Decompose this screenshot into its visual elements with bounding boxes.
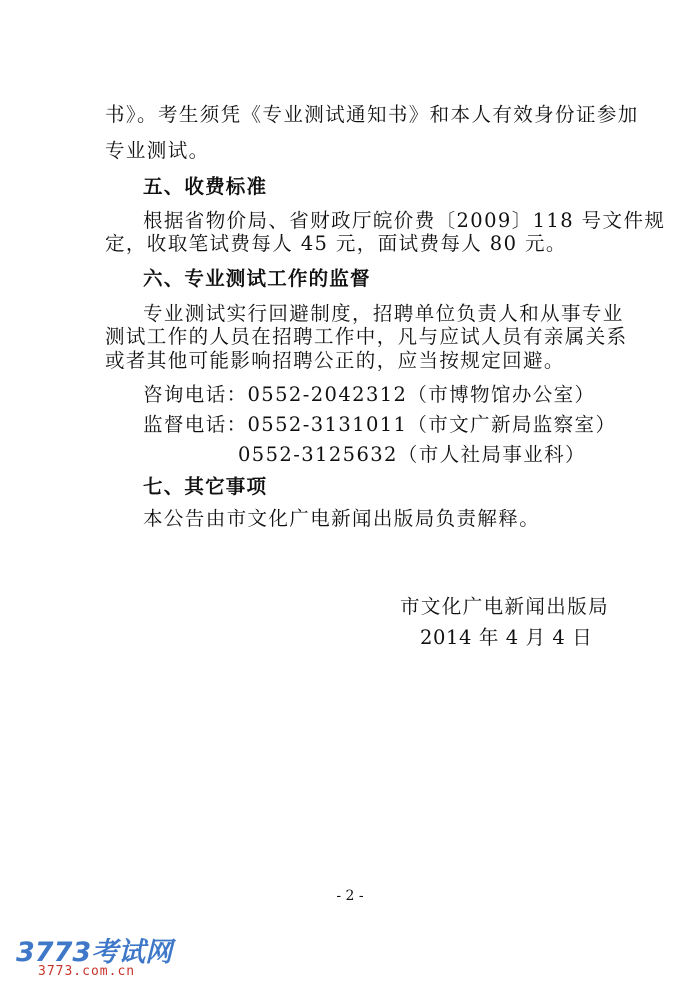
paragraph-line-9: 或者其他可能影响招聘公正的，应当按规定回避。 [105, 349, 565, 372]
paragraph-line-5: 定，收取笔试费每人 45 元，面试费每人 80 元。 [105, 232, 567, 255]
consult-phone-line: 咨询电话：0552-2042312（市博物馆办公室） [143, 383, 596, 406]
signature-org: 市文化广电新闻出版局 [400, 595, 610, 618]
watermark-main-text: 3773考试网 [16, 937, 173, 968]
supervise-phone-line-2: 0552-3125632（市人社局事业科） [238, 443, 586, 466]
watermark-logo [16, 930, 186, 986]
paragraph-line-7: 专业测试实行回避制度，招聘单位负责人和从事专业 [143, 302, 624, 325]
paragraph-line-1: 书》。考生须凭《专业测试通知书》和本人有效身份证参加 [105, 103, 639, 126]
section-heading-fees: 五、收费标准 [143, 175, 268, 198]
supervise-phone-line: 监督电话：0552-3131011（市文广新局监察室） [143, 413, 617, 436]
paragraph-line-2: 专业测试。 [105, 139, 210, 162]
section-heading-other: 七、其它事项 [143, 475, 268, 498]
page-number: - 2 - [336, 888, 364, 904]
signature-date: 2014 年 4 月 4 日 [420, 626, 593, 649]
watermark-url-text: 3773.com.cn [38, 964, 136, 979]
paragraph-line-14: 本公告由市文化广电新闻出版局负责解释。 [143, 507, 541, 530]
paragraph-line-8: 测试工作的人员在招聘工作中，凡与应试人员有亲属关系 [105, 325, 628, 348]
paragraph-line-4: 根据省物价局、省财政厅皖价费〔2009〕118 号文件规 [143, 209, 666, 232]
section-heading-supervision: 六、专业测试工作的监督 [143, 267, 371, 290]
